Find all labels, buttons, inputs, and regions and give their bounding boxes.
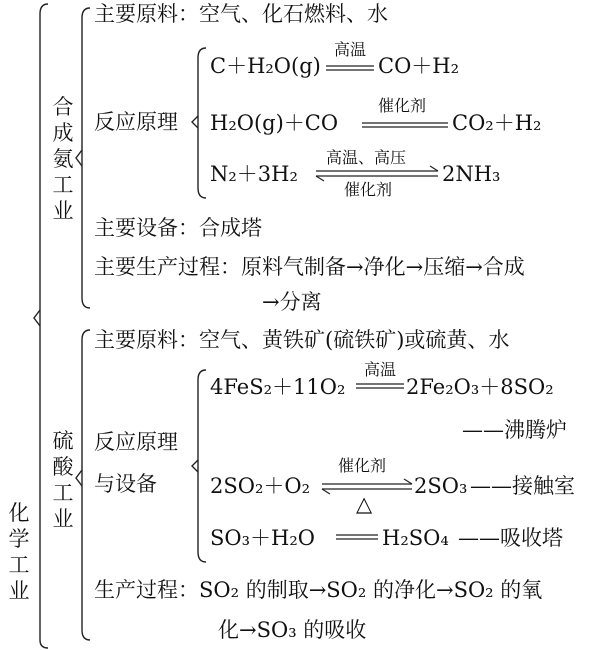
ammonia-reaction-3-condition-bottom: 催化剂 [344, 180, 393, 199]
sulfuric-reaction-1-equipment: ——沸腾炉 [462, 418, 567, 442]
sulfuric-process-line2: 化→SO₃ 的吸收 [218, 618, 367, 642]
ammonia-process-line1: 主要生产过程：原料气制备→净化→压缩→合成 [94, 255, 525, 279]
sulfuric-reaction-3-equipment: ——吸收塔 [458, 526, 563, 550]
sulfuric-reaction-3-lhs: SO₃＋H₂O [210, 526, 315, 550]
sulfuric-reaction-1-lhs: 4FeS₂＋11O₂ [210, 375, 346, 399]
ammonia-reaction-2-lhs: H₂O(g)＋CO [210, 111, 339, 135]
ammonia-reaction-3-condition-top: 高温、高压 [326, 148, 407, 167]
sulfuric-reaction-2-equipment: ——接触室 [470, 474, 575, 498]
ammonia-materials: 主要原料：空气、化石燃料、水 [94, 2, 388, 26]
ammonia-reaction-2-condition: 催化剂 [378, 96, 427, 115]
sulfuric-title: 硫 酸 工 业 [52, 429, 74, 531]
ammonia-reaction-1-rhs: CO＋H₂ [378, 54, 460, 78]
sulfuric-reaction-1-condition: 高温 [364, 360, 397, 379]
ammonia-reaction-1-condition: 高温 [334, 40, 367, 59]
ammonia-principle-label: 反应原理 [94, 110, 178, 134]
sulfuric-reaction-2-condition-bottom: △ [356, 492, 373, 516]
ammonia-title: 合 成 氨 工 业 [52, 95, 74, 223]
sulfuric-reaction-2-lhs: 2SO₂＋O₂ [210, 474, 311, 498]
sulfuric-reaction-1-rhs: 2Fe₂O₃＋8SO₂ [406, 375, 554, 399]
ammonia-process-line2: →分离 [262, 290, 322, 314]
ammonia-reaction-2-rhs: CO₂＋H₂ [452, 111, 542, 135]
ammonia-reaction-3-rhs: 2NH₃ [442, 162, 501, 186]
root-title: 化 学 工 业 [8, 501, 30, 603]
sulfuric-reaction-2-rhs: 2SO₃ [414, 474, 468, 498]
sulfuric-process-line1: 生产过程：SO₂ 的制取→SO₂ 的净化→SO₂ 的氧 [94, 578, 543, 602]
sulfuric-materials: 主要原料：空气、黄铁矿(硫铁矿)或硫黄、水 [94, 328, 510, 352]
sulfuric-principle-label-2: 与设备 [94, 472, 157, 496]
sulfuric-reaction-2-condition-top: 催化剂 [338, 456, 387, 475]
ammonia-equipment: 主要设备：合成塔 [94, 216, 262, 240]
sulfuric-reaction-3-rhs: H₂SO₄ [382, 526, 449, 550]
sulfuric-principle-label-1: 反应原理 [94, 430, 178, 454]
ammonia-reaction-1-lhs: C＋H₂O(g) [210, 54, 321, 78]
ammonia-reaction-3-lhs: N₂＋3H₂ [210, 162, 298, 186]
